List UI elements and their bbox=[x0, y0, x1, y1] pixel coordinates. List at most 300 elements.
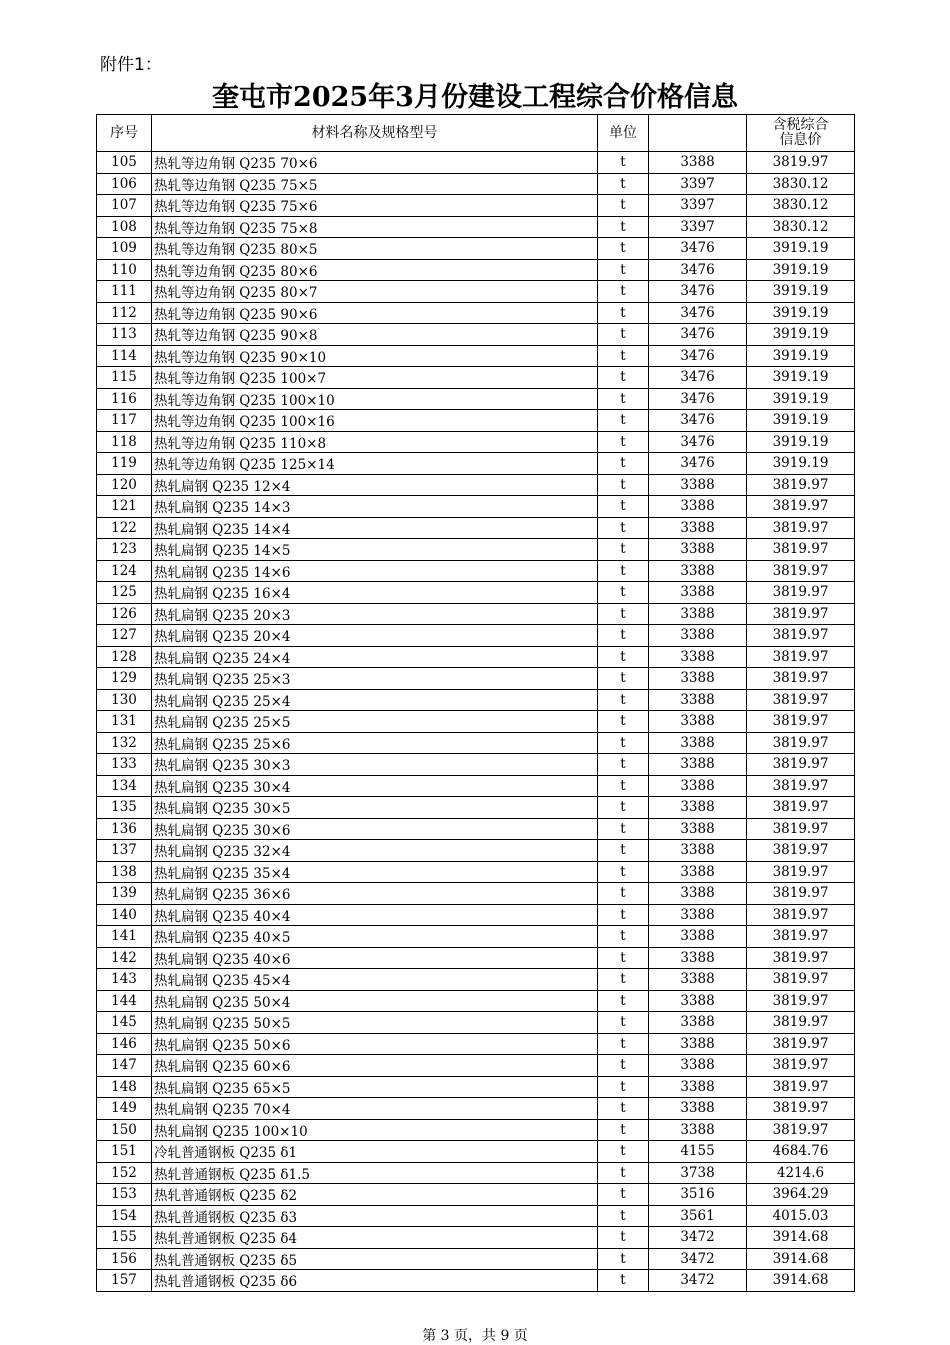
cell-price: 3388 bbox=[649, 539, 747, 561]
table-row bbox=[97, 582, 855, 604]
cell-unit: t bbox=[598, 1248, 649, 1270]
cell-name: 热轧扁钢 Q235 12×4 bbox=[152, 474, 598, 496]
cell-unit: t bbox=[598, 281, 649, 303]
cell-seq: 109 bbox=[97, 238, 152, 260]
cell-tax-price: 3819.97 bbox=[747, 754, 855, 776]
cell-unit: t bbox=[598, 711, 649, 733]
cell-seq: 115 bbox=[97, 367, 152, 389]
cell-seq: 136 bbox=[97, 818, 152, 840]
cell-name: 热轧扁钢 Q235 35×4 bbox=[152, 861, 598, 883]
cell-name: 热轧扁钢 Q235 65×5 bbox=[152, 1076, 598, 1098]
cell-seq: 143 bbox=[97, 969, 152, 991]
table-row bbox=[97, 840, 855, 862]
cell-price: 3397 bbox=[649, 195, 747, 217]
cell-name: 热轧等边角钢 Q235 90×8 bbox=[152, 324, 598, 346]
table-row bbox=[97, 625, 855, 647]
table-row bbox=[97, 152, 855, 174]
cell-name: 热轧等边角钢 Q235 75×6 bbox=[152, 195, 598, 217]
cell-unit: t bbox=[598, 302, 649, 324]
cell-price: 3472 bbox=[649, 1227, 747, 1249]
table-row bbox=[97, 238, 855, 260]
cell-tax-price: 3819.97 bbox=[747, 1076, 855, 1098]
cell-seq: 127 bbox=[97, 625, 152, 647]
cell-unit: t bbox=[598, 689, 649, 711]
table-row bbox=[97, 668, 855, 690]
cell-price: 3388 bbox=[649, 861, 747, 883]
cell-name: 热轧扁钢 Q235 25×3 bbox=[152, 668, 598, 690]
cell-seq: 152 bbox=[97, 1162, 152, 1184]
table-row bbox=[97, 1098, 855, 1120]
table-row bbox=[97, 775, 855, 797]
cell-tax-price: 4684.76 bbox=[747, 1141, 855, 1163]
cell-name: 热轧等边角钢 Q235 90×10 bbox=[152, 345, 598, 367]
table-row bbox=[97, 969, 855, 991]
cell-seq: 153 bbox=[97, 1184, 152, 1206]
cell-name: 热轧扁钢 Q235 25×6 bbox=[152, 732, 598, 754]
cell-unit: t bbox=[598, 1012, 649, 1034]
cell-unit: t bbox=[598, 775, 649, 797]
cell-name: 热轧扁钢 Q235 25×5 bbox=[152, 711, 598, 733]
cell-name: 热轧等边角钢 Q235 100×16 bbox=[152, 410, 598, 432]
cell-unit: t bbox=[598, 1055, 649, 1077]
cell-price: 3388 bbox=[649, 646, 747, 668]
cell-seq: 142 bbox=[97, 947, 152, 969]
cell-seq: 105 bbox=[97, 152, 152, 174]
cell-unit: t bbox=[598, 431, 649, 453]
cell-unit: t bbox=[598, 904, 649, 926]
cell-unit: t bbox=[598, 1270, 649, 1292]
cell-seq: 146 bbox=[97, 1033, 152, 1055]
cell-unit: t bbox=[598, 1184, 649, 1206]
cell-unit: t bbox=[598, 152, 649, 174]
header-price bbox=[649, 115, 747, 152]
table-row bbox=[97, 259, 855, 281]
table-row bbox=[97, 474, 855, 496]
table-row bbox=[97, 1076, 855, 1098]
cell-price: 3388 bbox=[649, 603, 747, 625]
attachment-label: 附件1： bbox=[100, 55, 162, 75]
cell-tax-price: 3819.97 bbox=[747, 496, 855, 518]
price-table bbox=[96, 114, 855, 1292]
table-row bbox=[97, 1270, 855, 1292]
cell-seq: 137 bbox=[97, 840, 152, 862]
cell-seq: 133 bbox=[97, 754, 152, 776]
cell-seq: 108 bbox=[97, 216, 152, 238]
table-header-row bbox=[97, 115, 855, 152]
cell-seq: 150 bbox=[97, 1119, 152, 1141]
table-row bbox=[97, 367, 855, 389]
cell-name: 热轧扁钢 Q235 30×6 bbox=[152, 818, 598, 840]
cell-name: 热轧扁钢 Q235 40×4 bbox=[152, 904, 598, 926]
table-row bbox=[97, 560, 855, 582]
cell-name: 热轧等边角钢 Q235 90×6 bbox=[152, 302, 598, 324]
table-row bbox=[97, 453, 855, 475]
cell-price: 3388 bbox=[649, 797, 747, 819]
table-row bbox=[97, 345, 855, 367]
table-row bbox=[97, 216, 855, 238]
cell-unit: t bbox=[598, 754, 649, 776]
cell-seq: 124 bbox=[97, 560, 152, 582]
cell-seq: 113 bbox=[97, 324, 152, 346]
table-row bbox=[97, 861, 855, 883]
cell-tax-price: 3819.97 bbox=[747, 732, 855, 754]
cell-unit: t bbox=[598, 582, 649, 604]
cell-tax-price: 3819.97 bbox=[747, 517, 855, 539]
table-row bbox=[97, 1141, 855, 1163]
cell-seq: 126 bbox=[97, 603, 152, 625]
cell-name: 热轧等边角钢 Q235 75×5 bbox=[152, 173, 598, 195]
cell-tax-price: 3819.97 bbox=[747, 818, 855, 840]
cell-price: 3388 bbox=[649, 517, 747, 539]
cell-price: 3388 bbox=[649, 818, 747, 840]
cell-tax-price: 3919.19 bbox=[747, 410, 855, 432]
cell-seq: 138 bbox=[97, 861, 152, 883]
table-row bbox=[97, 689, 855, 711]
header-name: 材料名称及规格型号 bbox=[152, 115, 598, 152]
cell-unit: t bbox=[598, 1098, 649, 1120]
cell-price: 3476 bbox=[649, 238, 747, 260]
cell-name: 热轧扁钢 Q235 70×4 bbox=[152, 1098, 598, 1120]
cell-price: 3476 bbox=[649, 345, 747, 367]
cell-price: 3388 bbox=[649, 496, 747, 518]
cell-seq: 129 bbox=[97, 668, 152, 690]
cell-tax-price: 3914.68 bbox=[747, 1227, 855, 1249]
cell-tax-price: 3819.97 bbox=[747, 1055, 855, 1077]
cell-seq: 135 bbox=[97, 797, 152, 819]
cell-name: 热轧扁钢 Q235 40×5 bbox=[152, 926, 598, 948]
table-row bbox=[97, 1227, 855, 1249]
page-footer: 第 3 页，共 9 页 bbox=[422, 1328, 528, 1344]
cell-unit: t bbox=[598, 990, 649, 1012]
table-row bbox=[97, 302, 855, 324]
table-row bbox=[97, 797, 855, 819]
cell-tax-price: 3919.19 bbox=[747, 238, 855, 260]
cell-name: 热轧扁钢 Q235 36×6 bbox=[152, 883, 598, 905]
cell-unit: t bbox=[598, 259, 649, 281]
cell-unit: t bbox=[598, 668, 649, 690]
cell-name: 热轧扁钢 Q235 30×5 bbox=[152, 797, 598, 819]
cell-price: 3476 bbox=[649, 410, 747, 432]
cell-seq: 120 bbox=[97, 474, 152, 496]
cell-seq: 116 bbox=[97, 388, 152, 410]
cell-tax-price: 3919.19 bbox=[747, 431, 855, 453]
cell-tax-price: 3819.97 bbox=[747, 861, 855, 883]
table-row bbox=[97, 517, 855, 539]
cell-unit: t bbox=[598, 1141, 649, 1163]
table-row bbox=[97, 732, 855, 754]
cell-price: 3476 bbox=[649, 324, 747, 346]
cell-price: 3388 bbox=[649, 689, 747, 711]
cell-name: 热轧扁钢 Q235 14×6 bbox=[152, 560, 598, 582]
cell-price: 3388 bbox=[649, 668, 747, 690]
cell-tax-price: 3819.97 bbox=[747, 603, 855, 625]
cell-seq: 145 bbox=[97, 1012, 152, 1034]
cell-seq: 156 bbox=[97, 1248, 152, 1270]
cell-price: 3388 bbox=[649, 152, 747, 174]
table-row bbox=[97, 754, 855, 776]
cell-tax-price: 3819.97 bbox=[747, 539, 855, 561]
cell-seq: 148 bbox=[97, 1076, 152, 1098]
cell-unit: t bbox=[598, 560, 649, 582]
cell-name: 热轧普通钢板 Q235 δ1.5 bbox=[152, 1162, 598, 1184]
cell-name: 热轧等边角钢 Q235 80×5 bbox=[152, 238, 598, 260]
cell-name: 热轧普通钢板 Q235 δ6 bbox=[152, 1270, 598, 1292]
cell-unit: t bbox=[598, 216, 649, 238]
cell-seq: 107 bbox=[97, 195, 152, 217]
cell-tax-price: 3919.19 bbox=[747, 281, 855, 303]
cell-unit: t bbox=[598, 861, 649, 883]
cell-name: 热轧等边角钢 Q235 75×8 bbox=[152, 216, 598, 238]
cell-seq: 128 bbox=[97, 646, 152, 668]
cell-seq: 155 bbox=[97, 1227, 152, 1249]
cell-seq: 140 bbox=[97, 904, 152, 926]
cell-seq: 111 bbox=[97, 281, 152, 303]
cell-unit: t bbox=[598, 517, 649, 539]
table-row bbox=[97, 173, 855, 195]
cell-unit: t bbox=[598, 345, 649, 367]
table-row bbox=[97, 883, 855, 905]
table-row bbox=[97, 904, 855, 926]
cell-price: 3388 bbox=[649, 582, 747, 604]
cell-tax-price: 3919.19 bbox=[747, 324, 855, 346]
cell-seq: 141 bbox=[97, 926, 152, 948]
table-row bbox=[97, 1033, 855, 1055]
cell-unit: t bbox=[598, 625, 649, 647]
header-seq: 序号 bbox=[97, 115, 152, 152]
cell-tax-price: 3919.19 bbox=[747, 388, 855, 410]
cell-tax-price: 3830.12 bbox=[747, 195, 855, 217]
cell-unit: t bbox=[598, 603, 649, 625]
cell-tax-price: 3819.97 bbox=[747, 646, 855, 668]
cell-price: 3476 bbox=[649, 281, 747, 303]
cell-tax-price: 3819.97 bbox=[747, 582, 855, 604]
cell-name: 热轧扁钢 Q235 50×5 bbox=[152, 1012, 598, 1034]
cell-tax-price: 3819.97 bbox=[747, 1012, 855, 1034]
cell-seq: 134 bbox=[97, 775, 152, 797]
cell-tax-price: 3819.97 bbox=[747, 689, 855, 711]
cell-price: 3388 bbox=[649, 1098, 747, 1120]
cell-name: 热轧等边角钢 Q235 70×6 bbox=[152, 152, 598, 174]
cell-unit: t bbox=[598, 1076, 649, 1098]
cell-unit: t bbox=[598, 1119, 649, 1141]
cell-name: 热轧普通钢板 Q235 δ2 bbox=[152, 1184, 598, 1206]
cell-price: 3388 bbox=[649, 474, 747, 496]
cell-tax-price: 3819.97 bbox=[747, 668, 855, 690]
cell-tax-price: 3830.12 bbox=[747, 173, 855, 195]
cell-tax-price: 3914.68 bbox=[747, 1248, 855, 1270]
cell-tax-price: 3919.19 bbox=[747, 302, 855, 324]
table-row bbox=[97, 431, 855, 453]
table-row bbox=[97, 1205, 855, 1227]
cell-price: 3388 bbox=[649, 1055, 747, 1077]
cell-name: 冷轧普通钢板 Q235 δ1 bbox=[152, 1141, 598, 1163]
table-row bbox=[97, 281, 855, 303]
cell-seq: 157 bbox=[97, 1270, 152, 1292]
cell-name: 热轧扁钢 Q235 14×4 bbox=[152, 517, 598, 539]
cell-unit: t bbox=[598, 947, 649, 969]
page-title: 奎屯市2025年3月份建设工程综合价格信息 bbox=[212, 82, 738, 113]
cell-price: 3472 bbox=[649, 1248, 747, 1270]
cell-unit: t bbox=[598, 1162, 649, 1184]
cell-name: 热轧扁钢 Q235 32×4 bbox=[152, 840, 598, 862]
cell-seq: 118 bbox=[97, 431, 152, 453]
cell-name: 热轧扁钢 Q235 25×4 bbox=[152, 689, 598, 711]
cell-unit: t bbox=[598, 883, 649, 905]
cell-price: 3388 bbox=[649, 1076, 747, 1098]
cell-price: 3388 bbox=[649, 904, 747, 926]
cell-price: 3516 bbox=[649, 1184, 747, 1206]
table-row bbox=[97, 711, 855, 733]
cell-name: 热轧扁钢 Q235 30×4 bbox=[152, 775, 598, 797]
table-row bbox=[97, 1162, 855, 1184]
cell-price: 3388 bbox=[649, 711, 747, 733]
cell-seq: 154 bbox=[97, 1205, 152, 1227]
cell-price: 3388 bbox=[649, 969, 747, 991]
table-row bbox=[97, 947, 855, 969]
cell-name: 热轧扁钢 Q235 14×3 bbox=[152, 496, 598, 518]
cell-price: 3388 bbox=[649, 883, 747, 905]
table-row bbox=[97, 926, 855, 948]
cell-price: 3388 bbox=[649, 990, 747, 1012]
cell-unit: t bbox=[598, 496, 649, 518]
cell-seq: 130 bbox=[97, 689, 152, 711]
cell-seq: 117 bbox=[97, 410, 152, 432]
table-body bbox=[97, 152, 855, 1292]
table-row bbox=[97, 646, 855, 668]
cell-unit: t bbox=[598, 453, 649, 475]
cell-unit: t bbox=[598, 1033, 649, 1055]
cell-seq: 132 bbox=[97, 732, 152, 754]
cell-price: 3397 bbox=[649, 216, 747, 238]
cell-seq: 112 bbox=[97, 302, 152, 324]
cell-price: 3388 bbox=[649, 1033, 747, 1055]
cell-unit: t bbox=[598, 840, 649, 862]
cell-seq: 131 bbox=[97, 711, 152, 733]
cell-tax-price: 3919.19 bbox=[747, 453, 855, 475]
cell-price: 3388 bbox=[649, 1012, 747, 1034]
cell-unit: t bbox=[598, 969, 649, 991]
cell-tax-price: 3819.97 bbox=[747, 947, 855, 969]
cell-price: 3476 bbox=[649, 388, 747, 410]
cell-unit: t bbox=[598, 388, 649, 410]
cell-name: 热轧等边角钢 Q235 100×7 bbox=[152, 367, 598, 389]
cell-price: 3476 bbox=[649, 367, 747, 389]
cell-price: 3388 bbox=[649, 625, 747, 647]
table-row bbox=[97, 990, 855, 1012]
cell-name: 热轧扁钢 Q235 30×3 bbox=[152, 754, 598, 776]
table-row bbox=[97, 388, 855, 410]
cell-name: 热轧等边角钢 Q235 110×8 bbox=[152, 431, 598, 453]
table-row bbox=[97, 1055, 855, 1077]
cell-name: 热轧扁钢 Q235 20×4 bbox=[152, 625, 598, 647]
cell-seq: 147 bbox=[97, 1055, 152, 1077]
cell-name: 热轧扁钢 Q235 100×10 bbox=[152, 1119, 598, 1141]
cell-tax-price: 4214.6 bbox=[747, 1162, 855, 1184]
cell-tax-price: 4015.03 bbox=[747, 1205, 855, 1227]
cell-unit: t bbox=[598, 474, 649, 496]
cell-unit: t bbox=[598, 173, 649, 195]
cell-name: 热轧扁钢 Q235 16×4 bbox=[152, 582, 598, 604]
table-row bbox=[97, 603, 855, 625]
cell-price: 3472 bbox=[649, 1270, 747, 1292]
cell-seq: 123 bbox=[97, 539, 152, 561]
cell-seq: 119 bbox=[97, 453, 152, 475]
cell-tax-price: 3914.68 bbox=[747, 1270, 855, 1292]
table-row bbox=[97, 818, 855, 840]
cell-tax-price: 3819.97 bbox=[747, 904, 855, 926]
cell-price: 3388 bbox=[649, 926, 747, 948]
cell-name: 热轧扁钢 Q235 50×4 bbox=[152, 990, 598, 1012]
cell-price: 3388 bbox=[649, 1119, 747, 1141]
cell-seq: 121 bbox=[97, 496, 152, 518]
cell-tax-price: 3819.97 bbox=[747, 840, 855, 862]
header-tax-price: 含税综合 信息价 bbox=[747, 115, 855, 152]
cell-seq: 149 bbox=[97, 1098, 152, 1120]
cell-tax-price: 3819.97 bbox=[747, 560, 855, 582]
cell-unit: t bbox=[598, 324, 649, 346]
cell-tax-price: 3819.97 bbox=[747, 474, 855, 496]
cell-name: 热轧扁钢 Q235 14×5 bbox=[152, 539, 598, 561]
cell-name: 热轧等边角钢 Q235 80×6 bbox=[152, 259, 598, 281]
cell-price: 3388 bbox=[649, 947, 747, 969]
cell-tax-price: 3819.97 bbox=[747, 1119, 855, 1141]
cell-name: 热轧普通钢板 Q235 δ4 bbox=[152, 1227, 598, 1249]
table-row bbox=[97, 1184, 855, 1206]
cell-tax-price: 3819.97 bbox=[747, 711, 855, 733]
cell-price: 4155 bbox=[649, 1141, 747, 1163]
cell-price: 3388 bbox=[649, 732, 747, 754]
cell-price: 3476 bbox=[649, 453, 747, 475]
table-row bbox=[97, 1012, 855, 1034]
cell-tax-price: 3819.97 bbox=[747, 926, 855, 948]
cell-tax-price: 3919.19 bbox=[747, 367, 855, 389]
cell-name: 热轧等边角钢 Q235 125×14 bbox=[152, 453, 598, 475]
cell-price: 3388 bbox=[649, 754, 747, 776]
cell-price: 3388 bbox=[649, 775, 747, 797]
cell-tax-price: 3819.97 bbox=[747, 969, 855, 991]
cell-unit: t bbox=[598, 797, 649, 819]
cell-name: 热轧普通钢板 Q235 δ5 bbox=[152, 1248, 598, 1270]
cell-unit: t bbox=[598, 238, 649, 260]
cell-tax-price: 3819.97 bbox=[747, 990, 855, 1012]
cell-tax-price: 3819.97 bbox=[747, 152, 855, 174]
table-row bbox=[97, 539, 855, 561]
table-row bbox=[97, 195, 855, 217]
cell-unit: t bbox=[598, 926, 649, 948]
cell-name: 热轧等边角钢 Q235 100×10 bbox=[152, 388, 598, 410]
cell-price: 3476 bbox=[649, 259, 747, 281]
cell-name: 热轧扁钢 Q235 24×4 bbox=[152, 646, 598, 668]
cell-tax-price: 3964.29 bbox=[747, 1184, 855, 1206]
header-unit: 单位 bbox=[598, 115, 649, 152]
table-row bbox=[97, 496, 855, 518]
table-row bbox=[97, 1119, 855, 1141]
table-row bbox=[97, 324, 855, 346]
cell-price: 3476 bbox=[649, 431, 747, 453]
cell-unit: t bbox=[598, 732, 649, 754]
cell-unit: t bbox=[598, 410, 649, 432]
cell-tax-price: 3919.19 bbox=[747, 345, 855, 367]
cell-tax-price: 3819.97 bbox=[747, 883, 855, 905]
table-row bbox=[97, 410, 855, 432]
cell-seq: 106 bbox=[97, 173, 152, 195]
cell-tax-price: 3819.97 bbox=[747, 625, 855, 647]
cell-price: 3397 bbox=[649, 173, 747, 195]
cell-seq: 114 bbox=[97, 345, 152, 367]
cell-name: 热轧扁钢 Q235 60×6 bbox=[152, 1055, 598, 1077]
cell-unit: t bbox=[598, 1205, 649, 1227]
cell-tax-price: 3819.97 bbox=[747, 1098, 855, 1120]
